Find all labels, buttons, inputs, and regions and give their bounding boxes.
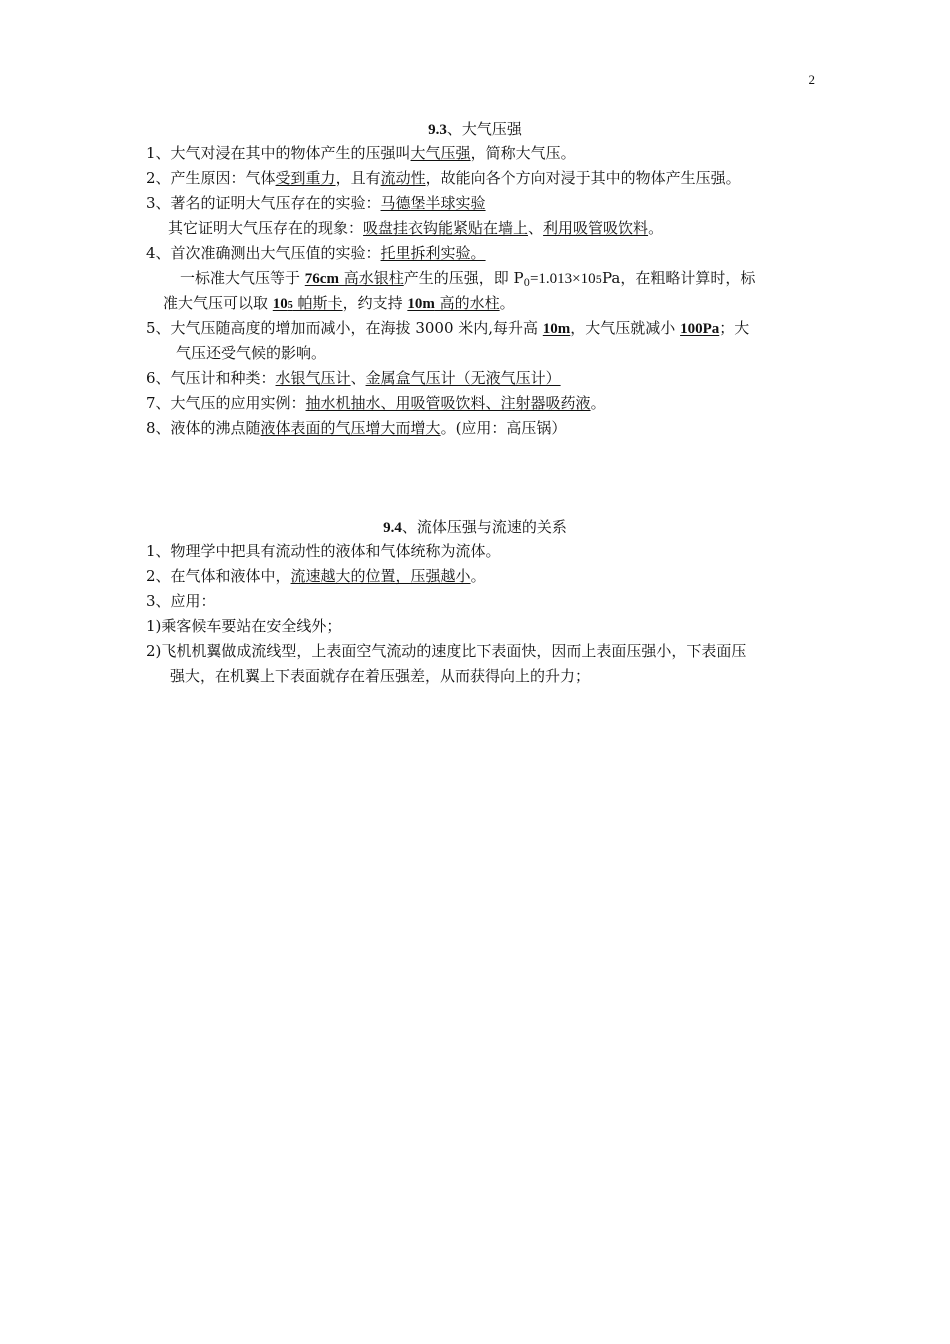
text: 、 [350,369,366,387]
text: 产生的压强，即 P [403,269,524,287]
underlined-term: 金属盒气压计（无液气压计） [365,369,561,387]
page-number: 2 [808,72,815,87]
s94-line-4 [146,616,341,636]
bold-value: 10m [542,321,571,337]
text: 1、大气对浸在其中的物体产生的压强叫 [146,144,411,162]
s93-line-4 [168,218,663,238]
text: 。 [590,394,606,412]
superscript: 5 [595,275,603,286]
s94-line-5 [146,641,746,661]
s93-line-1 [146,143,576,163]
subscript: 0 [523,278,530,289]
s94-line-6 [170,666,590,686]
s94-line-3 [146,591,216,611]
bold-value: 10 [272,296,288,312]
underlined-term: 水银气压计 [275,369,351,387]
text: 。 [499,294,515,312]
text: 其它证明大气压存在的现象： [168,219,364,237]
s93-line-5 [146,243,486,263]
s93-line-10 [146,368,561,388]
text: 、 [528,219,544,237]
underlined-term: 利用吸管吸饮料 [543,219,649,237]
text: ；大 [719,319,750,337]
text: 1、物理学中把具有流动性的液体和气体统称为流体。 [146,542,501,560]
text: 2)飞机机翼做成流线型，上表面空气流动的速度比下表面快，因而上表面压强小，下表面压 [146,642,747,660]
s93-line-7 [163,293,515,316]
text: 7、大气压的应用实例： [146,394,306,412]
underlined-term: 高的水柱 [434,294,500,312]
s93-line-12 [146,418,566,438]
underlined-term: 流动性 [380,169,426,187]
text: 。 [648,219,664,237]
text: 4、首次准确测出大气压值的实验： [146,244,381,262]
bold-value: 10m [407,296,435,312]
text: ，简称大气压。 [470,144,576,162]
s93-line-3 [146,193,486,213]
section-94-number: 9.4 [383,520,402,536]
s94-line-2 [146,566,486,586]
underlined-term: 抽水机抽水、用吸管吸饮料、注射器吸药液 [305,394,591,412]
text: ，约支持 [342,294,408,312]
underlined-term: 托里拆利实验。 [380,244,486,262]
section-93-title [0,118,950,139]
text: 3、应用： [146,592,216,610]
underlined-term: 马德堡半球实验 [380,194,486,212]
text: 准大气压可以取 [163,294,273,312]
underlined-term: 受到重力 [275,169,336,187]
text: 8、液体的沸点随 [146,419,261,437]
s93-line-8 [146,318,749,339]
text: Pa，在粗略计算时，标 [602,269,756,287]
underlined-term: 帕斯卡 [292,294,343,312]
underlined-term: 高水银柱 [338,269,404,287]
text: 气压还受气候的影响。 [176,344,327,362]
underlined-term: 液体表面的气压增大而增大 [260,419,441,437]
underlined-term: 流速越大的位置，压强越小 [290,567,471,585]
section-93-title-text: 、大气压强 [446,120,522,138]
text: 2、在气体和液体中， [146,567,291,585]
bold-value: 76cm [304,271,339,287]
text: 1)乘客候车要站在安全线外； [146,617,342,635]
text: 2、产生原因：气体 [146,169,276,187]
section-94-title [0,516,950,537]
text: 5、大气压随高度的增加而减小，在海拔 3000 米内,每升高 [146,319,543,337]
text: =1.013×10 [529,271,596,287]
s94-line-1 [146,541,501,561]
underlined-term: 吸盘挂衣钩能紧贴在墙上 [363,219,529,237]
underlined-term: 大气压强 [410,144,471,162]
section-94-title-text: 、流体压强与流速的关系 [401,518,567,536]
s93-line-9 [176,343,326,363]
text: 。 [470,567,486,585]
s93-line-6 [180,268,755,294]
bold-value: 100Pa [680,321,720,337]
text: ，故能向各个方向对浸于其中的物体产生压强。 [425,169,741,187]
text: 一标准大气压等于 [180,269,305,287]
text: 6、气压计和种类： [146,369,276,387]
text: 3、著名的证明大气压存在的实验： [146,194,381,212]
text: 强大，在机翼上下表面就存在着压强差，从而获得向上的升力； [170,667,591,685]
text: 。(应用：高压锅） [440,419,567,437]
text: ，大气压就减小 [570,319,681,337]
section-93-number: 9.3 [428,122,447,138]
superscript: 5 [287,300,293,311]
s93-line-2 [146,168,741,188]
s93-line-11 [146,393,606,413]
text: ，且有 [335,169,381,187]
